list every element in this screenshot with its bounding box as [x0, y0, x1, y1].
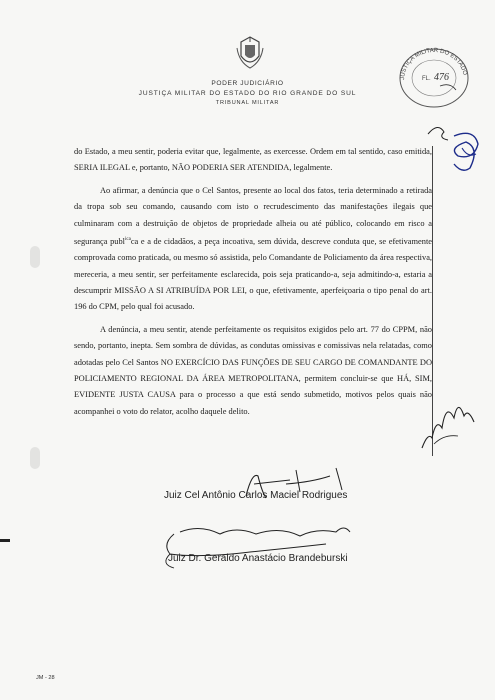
footer-code: JM - 28: [36, 675, 55, 681]
signatory-name-2: Juiz Dr. Geraldo Anastácio Brandeburski: [168, 553, 348, 564]
paragraph-3: A denúncia, a meu sentir, atende perfeitamente os requisitos exigidos pelo art. 77 do CPPM, não sendo, portanto, inepta. Sem sombra de dúvidas, as condutas omissivas e comissivas nela relatadas, como adotadas pelo Cel Santos NO EXERCÍCIO DAS FUNÇÕES DE SEU CARGO DE COMANDANTE DO POLICIAMENTO REGIONAL DA ÁREA METROPOLITANA, permitem concluir-se que HÁ, SIM, EVIDENTE JUSTA CAUSA para o processo a que está sendo submetido, motivos pelos quais não acompanhei o voto do relator, acolho daquele delito.: [74, 324, 432, 416]
signatory-name-1: Juiz Cel Antônio Carlos Maciel Rodrigues: [164, 490, 348, 501]
punch-hole: [30, 246, 40, 268]
signature-2: [140, 514, 390, 574]
edge-mark: [0, 539, 10, 542]
stamp-page-number: 476: [434, 72, 449, 83]
coat-of-arms-icon: [236, 36, 264, 70]
paragraph-2: Ao afirmar, a denúncia que o Cel Santos, presente ao local dos fatos, teria determinado a retirada da tropa sob seu comando, causando com isto o recrudescimento das manifestações ilegais que culminaram com a destruição de objetos de propriedade alheia ou até público, colocando em risco a segurança publ$^{ica}$ca e a de cidadãos, a peça incoativa, sem dúvida, descreve conduta que, se efetivamente comprovada como praticada, ou mesmo só assistida, pelo Comandante de Policiamento da área respectiva, mereceria, a meu sentir, ser perfeitamente esclarecida, pois seja praticando-a, seja admitindo-a, estaria a descumprir MISSÃO A SI ATRIBUÍDA POR LEI, o que, efetivamente, aperfeiçoaria o tipo penal do art. 196 do CPM, pelo qual foi acusado.: [74, 185, 432, 312]
body-text: [74, 144, 432, 420]
header-line-1: PODER JUDICIÁRIO: [211, 80, 284, 87]
header-line-2: JUSTIÇA MILITAR DO ESTADO DO RIO GRANDE DO SUL: [138, 90, 357, 97]
page-number-stamp: [392, 40, 476, 110]
paragraph-1: do Estado, a meu sentir, poderia evitar que, legalmente, as exercesse. Ordem em tal sentido, caso emitida, SERIA ILEGAL e, portanto, NÃO PODERIA SER ATENDIDA, legalmente.: [74, 147, 432, 173]
punch-hole: [30, 447, 40, 469]
margin-signature: [414, 388, 484, 458]
stamp-fl-label: FL.: [422, 76, 431, 82]
header-line-3: TRIBUNAL MILITAR: [215, 100, 280, 106]
stamp-ring-text: JUSTIÇA MILITAR DO ESTADO: [399, 47, 468, 81]
